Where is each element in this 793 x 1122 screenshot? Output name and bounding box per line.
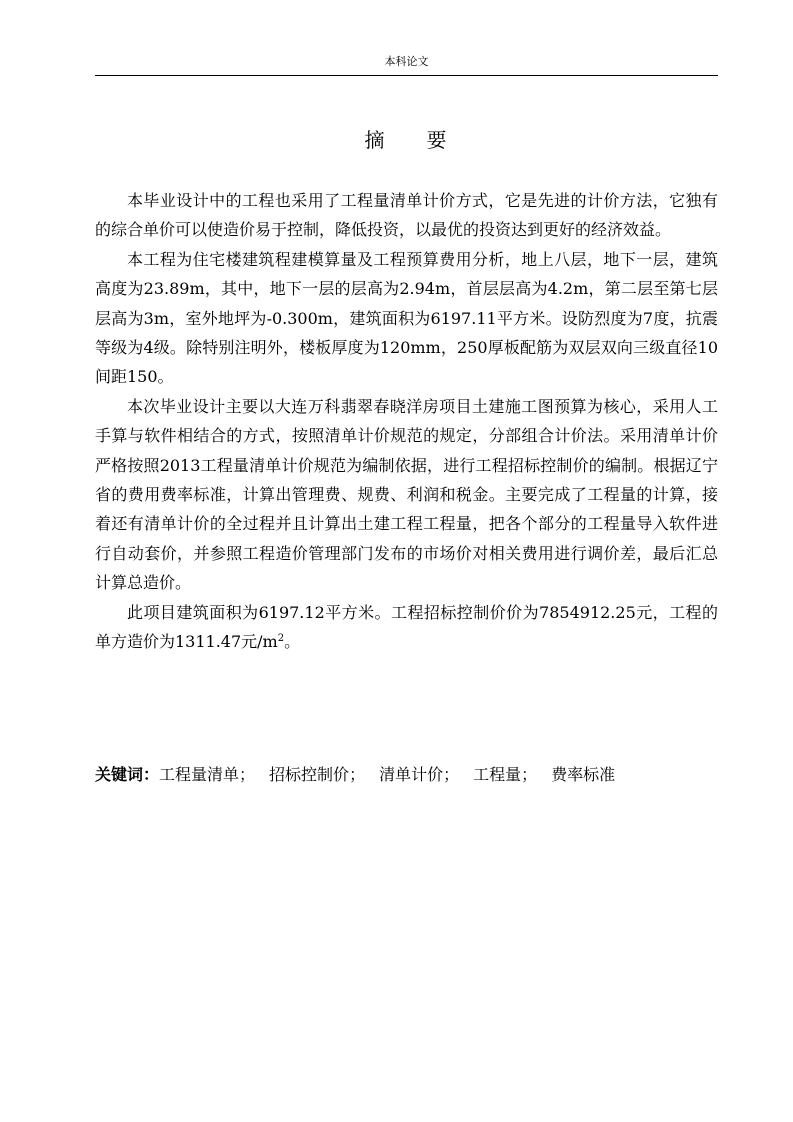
keyword-item: 招标控制价	[269, 765, 350, 784]
abstract-paragraph-2: 本工程为住宅楼建筑程建模算量及工程预算费用分析，地上八层，地下一层，建筑高度为23.89m，其中，地下一层的层高为2.94m，首层层高为4.2m，第二层至第七层层高为3m，室外地坪为-0.300m，建筑面积为6197.11平方米。设防烈度为7度，抗震等级为4级。除特别注明外，楼板厚度为120mm，250厚板配筋为双层双向三级直径10间距150。	[95, 249, 718, 387]
abstract-paragraph-4	[95, 598, 718, 657]
title-char-2: 要	[426, 128, 449, 152]
paragraph-4-text: 此项目建筑面积为6197.12平方米。工程招标控制价价为7854912.25元，工程的单方造价为1311.47元/m	[95, 602, 718, 652]
keyword-item: 工程量	[473, 765, 522, 784]
abstract-title	[95, 125, 718, 155]
keyword-separator: ；	[349, 765, 366, 784]
keyword-separator: ；	[239, 765, 256, 784]
abstract-paragraph-1: 本毕业设计中的工程也采用了工程量清单计价方式，它是先进的计价方法，它独有的综合单价可以使造价易于控制，降低投资，以最优的投资达到更好的经济效益。	[95, 191, 718, 240]
keyword-item: 清单计价	[379, 765, 444, 784]
keywords-line	[95, 760, 718, 790]
title-char-1: 摘	[364, 128, 387, 152]
abstract-paragraph-3: 本次毕业设计主要以大连万科翡翠春晓洋房项目土建施工图预算为核心，采用人工手算与软件相结合的方式，按照清单计价规范的规定，分部组合计价法。采用清单计价严格按照2013工程量清单计价规范为编制依据，进行工程招标控制价的编制。根据辽宁省的费用费率标准，计算出管理费、规费、利润和税金。主要完成了工程量的计算，接着还有清单计价的全过程并且计算出土建工程工程量，把各个部分的工程量导入软件进行自动套价，并参照工程造价管理部门发布的市场价对相关费用进行调价差，最后汇总计算总造价。	[95, 396, 718, 593]
unit-superscript: 2	[277, 633, 285, 645]
keyword-separator: ；	[521, 765, 538, 784]
abstract-body	[95, 186, 718, 657]
keywords-label: 关键词：	[95, 765, 160, 784]
paragraph-4-end: 。	[284, 632, 301, 652]
keyword-separator: ；	[443, 765, 460, 784]
running-header: 本科论文	[95, 55, 718, 76]
keyword-item: 工程量清单	[159, 765, 240, 784]
keyword-item: 费率标准	[551, 765, 616, 784]
